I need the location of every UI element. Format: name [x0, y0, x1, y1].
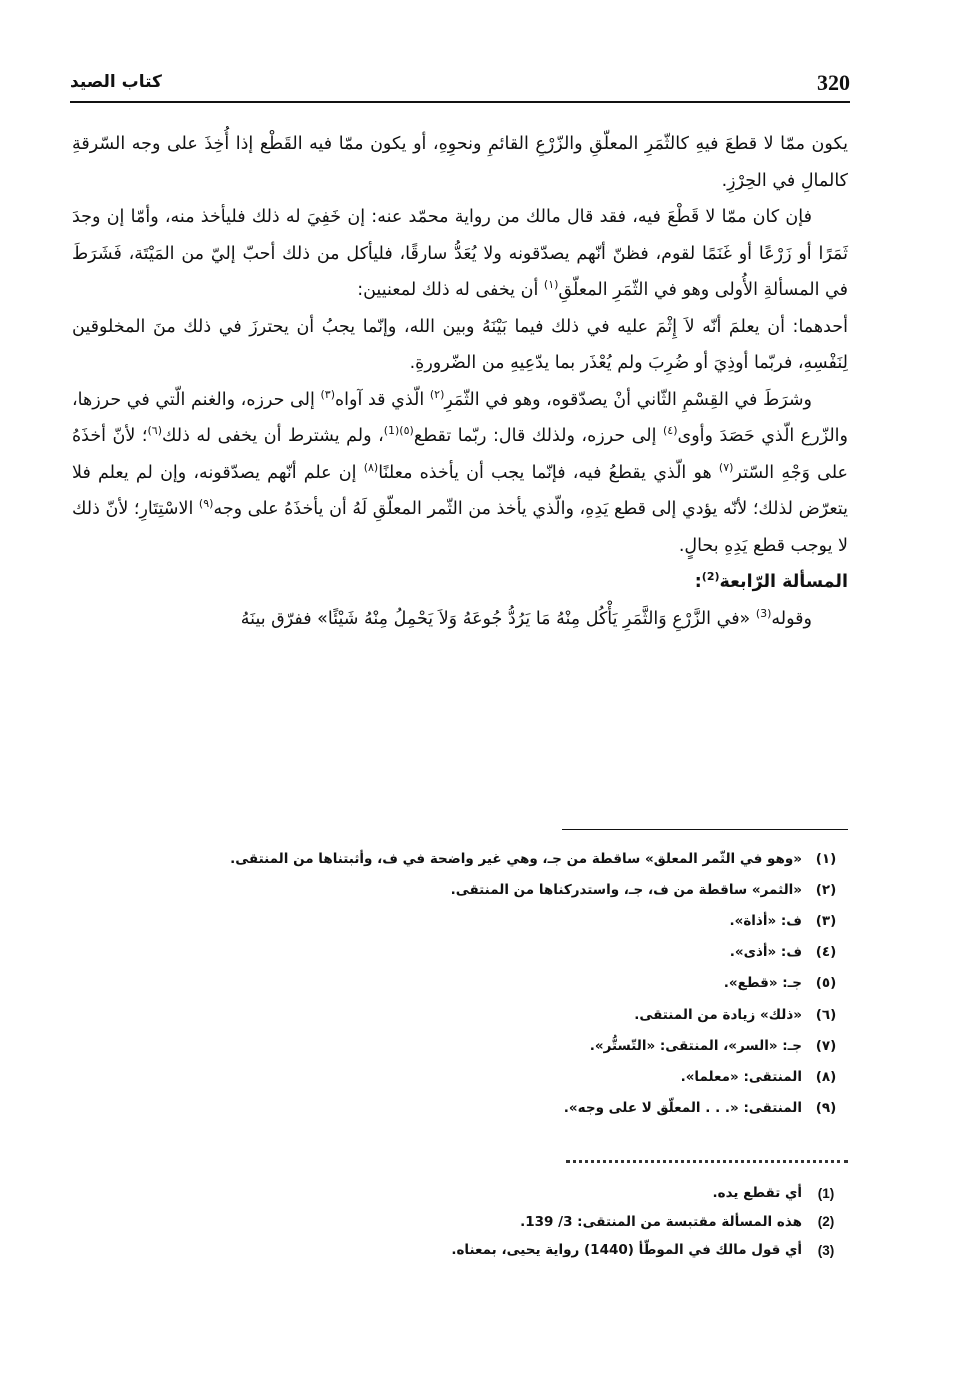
- footnote: [150, 874, 850, 905]
- footnote-number: (٣): [815, 912, 837, 929]
- paragraph-3: أحدهما: أن يعلمَ أنّه لاَ إِثْمَ عليه في ذلك فيما بَيْنَهُ وبين الله، وإنّما يجبُ أن يحترزَ في ذلك منَ المخلوقين لِنَفْسِهِ، فربّما أوذِيَ أو ضُرِبَ ولم يُعْذَر بما يدّعِيهِ من الضّرورةِ.: [72, 316, 848, 373]
- dotted-divider: [566, 1160, 848, 1163]
- note-number: (3): [817, 1242, 835, 1258]
- page-header: [70, 70, 850, 102]
- footnote: [150, 1061, 850, 1092]
- note-text: أي قول مالك في الموطّأ (1440) رواية يحيى، بمعناه.: [451, 1242, 802, 1259]
- editor-note: [150, 1179, 850, 1208]
- paragraph-2: فإن كان ممّا لا قَطْعَ فيه، فقد قال مالك من رواية محمّد عنه: إن خَفِيَ له ذلك فليأخذ منه، وأمّا إن وجدَ ثَمَرًا أو زَرْعًا أو غَنَمًا لقوم، فظنّ أنّهم يصدّقونه ولا يُعَدُّ سارقًا، فليأكل من ذلك أحبّ إليّ من المَيْتَة، فَشَرَطَ في المسألةِ الأُولى وهو في الثّمَرِ المعلّقِ$^{(١)}$ أن يخفى له ذلك لمعنيين:: [72, 207, 848, 300]
- note-text: هذه المسألة مقتبسة من المنتقى: 3/ 139.: [520, 1213, 802, 1230]
- footnote-ref[interactable]: (٥)(1): [383, 424, 414, 438]
- paragraph-1: يكون ممّا لا قطعَ فيهِ كالثّمَرِ المعلّقِ والزّرْعِ القائمِ ونحوِهِ، أو يكون ممّا فيه القَطْع إذا أُخِذَ على وجه السّرقةِ كالمالِ في الحِرْزِ.: [72, 134, 848, 191]
- footnote-ref[interactable]: (٦): [147, 424, 162, 438]
- footnote: [150, 1093, 850, 1124]
- header-divider: [70, 101, 850, 103]
- page-number: 320: [817, 70, 850, 95]
- footnote: [150, 905, 850, 936]
- footnote-text: المنتقى: «. . . المعلّق لا على وجه».: [563, 1100, 802, 1117]
- footnote-divider: [562, 829, 848, 830]
- editor-note: [150, 1208, 850, 1237]
- note-number: (1): [817, 1185, 835, 1201]
- footnote-text: ف: «أذى».: [729, 944, 802, 961]
- footnote: [150, 843, 850, 874]
- editor-note: [150, 1236, 850, 1265]
- running-title: كتاب الصيد: [70, 72, 162, 92]
- footnote-text: «ذلك» زيادة من المنتقى.: [634, 1006, 802, 1023]
- footnote-number: (٢): [815, 881, 837, 898]
- footnote-number: (٥): [815, 975, 837, 992]
- footnote-ref[interactable]: (٢): [429, 387, 445, 401]
- footnote-ref[interactable]: (٨): [363, 460, 379, 474]
- footnote-number: (٩): [815, 1100, 837, 1117]
- footnote: [150, 968, 850, 999]
- paragraph-4: وشرَطَ في القِسْمِ الثّاني أنْ يصدّقوه، وهو في الثّمَرِ$^{(٢)}$ الّذي قد آواه$^{(٣)}$ إلى حرزه، والغنم الّتي في حرزها، والزّرع الّذي حَصَدَ وأوى$^{(٤)}$ إلى حرزه، ولذلك قال: ربّما تقطع$^{(٥)(1)}$، ولم يشترط أن يخفى له ذلك$^{(٦)}$؛ لأنّ أخذَهُ على وَجْهِ السّتر$^{(٧)}$ هو الّذي يقطعُ فيه، فإنّما يجب أن يأخذه معلنًا$^{(٨)}$ إن علم أنّهم يصدّقونه، وإن لم يعلم فلا يتعرّض لذلك؛ لأنّه يؤدي إلى قطع يَدِهِ، والّذي يأخذ من الثّمر المعلّقِ لَهُ أن يأخذَهُ على وجه$^{(٩)}$ الاسْتِتَارِ؛ لأنّ ذلك لا يوجب قطع يَدِهِ بحالٍ.: [72, 387, 848, 556]
- footnote-text: المنتقى: «معلما».: [680, 1068, 802, 1085]
- footnotes: [150, 843, 850, 1124]
- footnote-ref[interactable]: (٩): [198, 497, 214, 511]
- paragraph-5: وقوله$^{(3)}$ «في الزَّرْعِ وَالثَّمَرِ يَأْكُل مِنْهُ مَا يَرُدُّ جُوعَهُ وَلاَ يَحْمِلُ مِنْهُ شَيْئًا» ففرّق بينَهُ: [240, 606, 812, 629]
- footnote: [150, 1030, 850, 1061]
- footnote-text: جـ: «قطع».: [723, 975, 802, 992]
- footnote-number: (١): [815, 850, 837, 867]
- note-number: (2): [817, 1214, 835, 1230]
- footnote-number: (٦): [815, 1006, 837, 1023]
- footnote-text: ف: «أذاة».: [729, 912, 802, 929]
- footnote-ref[interactable]: (٣): [320, 387, 335, 401]
- editor-notes: [150, 1179, 850, 1265]
- footnote-ref[interactable]: (٧): [718, 460, 734, 474]
- footnote-text: «وهو في الثّمر المعلق» ساقطة من جـ، وهي غير واضحة في ف، وأثبتناها من المنتقى.: [230, 850, 802, 867]
- footnote-number: (٧): [815, 1037, 837, 1054]
- footnote-ref[interactable]: (١): [543, 278, 559, 292]
- footnote: [150, 999, 850, 1030]
- footnote-number: (٤): [815, 944, 837, 961]
- footnote-text: جـ: «السر»، المنتقى: «التّستُّر».: [589, 1037, 802, 1054]
- footnote-number: (٨): [815, 1068, 837, 1085]
- main-text: [72, 126, 848, 637]
- section-heading: المسألة الرّابعة$^{(2)}$:: [694, 570, 848, 592]
- footnote-text: «الثمر» ساقطة من ف، جـ، واستدركناها من المنتقى.: [450, 881, 802, 898]
- footnote-ref[interactable]: (٤): [663, 424, 678, 438]
- footnote: [150, 937, 850, 968]
- footnote-ref[interactable]: (2): [701, 570, 720, 584]
- note-text: أي تقطع يده.: [712, 1185, 802, 1202]
- footnote-ref[interactable]: (3): [755, 606, 772, 620]
